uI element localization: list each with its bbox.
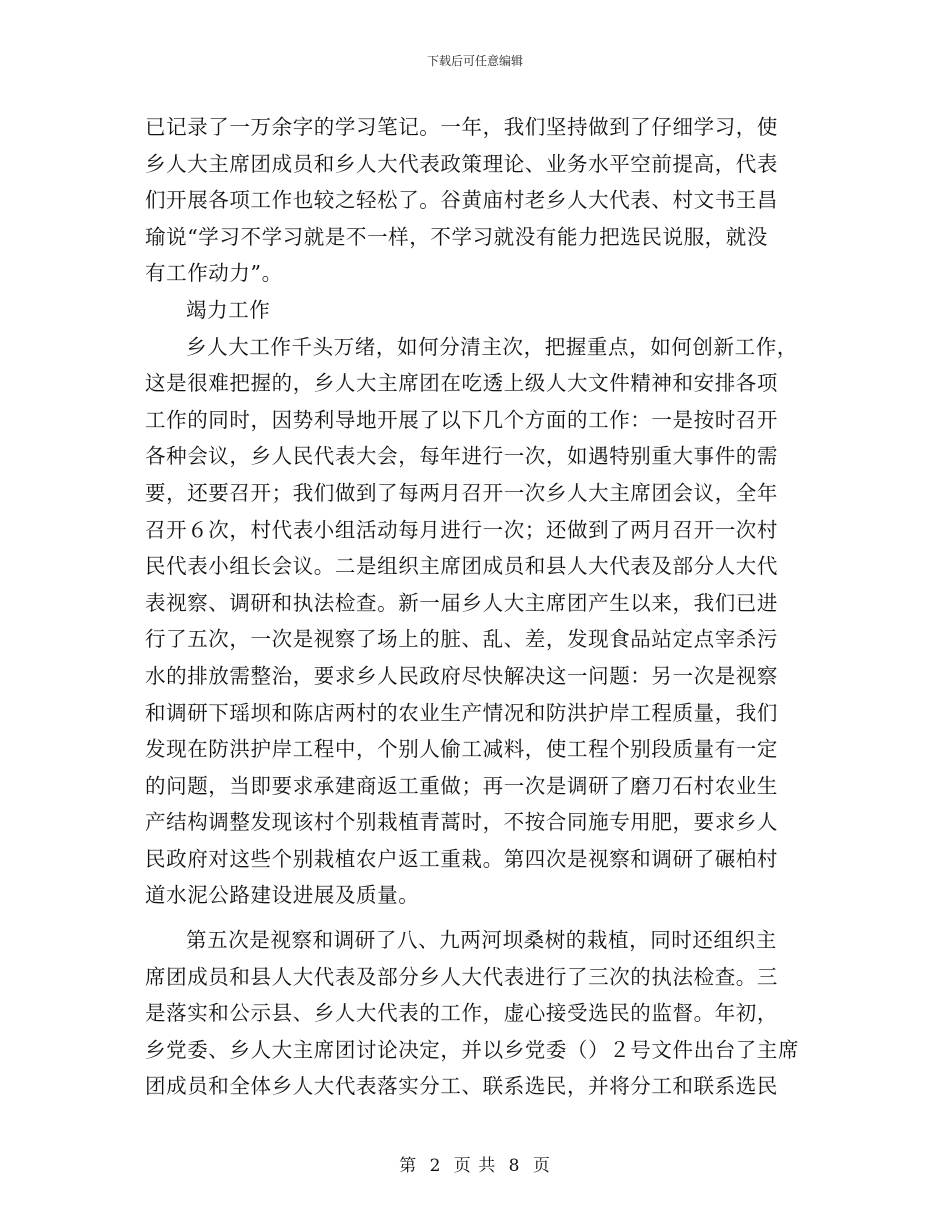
footer-suffix: 页 [532,1156,551,1176]
text-line: 们开展各项工作也较之轻松了。谷黄庙村老乡人大代表、村文书王昌 [145,188,778,213]
text-line: 要，还要召开；我们做到了每两月召开一次乡人大主席团会议，全年 [145,480,778,505]
text-line: 乡人大主席团成员和乡人大代表政策理论、业务水平空前提高，代表 [145,151,778,176]
page-footer [0,1155,950,1177]
text-line: 水的排放需整治，要求乡人民政府尽快解决这一问题：另一次是视察 [145,663,778,688]
total-pages: 8 [508,1156,521,1176]
text-line: 席团成员和县人大代表及部分乡人大代表进行了三次的执法检查。三 [145,964,778,989]
text-line: 瑜说“学习不学习就是不一样，不学习就没有能力把选民说服，就没 [145,224,768,249]
text-line: 这是很难把握的，乡人大主席团在吃透上级人大文件精神和安排各项 [145,371,778,396]
text-line: 已记录了一万余字的学习笔记。一年，我们坚持做到了仔细学习，使 [145,115,778,139]
text-line: 表视察、调研和执法检查。新一届乡人大主席团产生以来，我们已进 [145,590,778,615]
text-line: 的问题，当即要求承建商返工重做；再一次是调研了磨刀石村农业生 [145,773,778,798]
text-line: 第五次是视察和调研了八、九两河坝桑树的栽植，同时还组织主 [186,928,777,953]
page-header: 下载后可任意编辑 [426,54,523,68]
text-line: 发现在防洪护岸工程中，个别人偷工减料，使工程个别段质量有一定 [145,737,778,762]
text-line: 团成员和全体乡人大代表落实分工、联系选民，并将分工和联系选民 [145,1074,778,1099]
text-line: 行了五次，一次是视察了场上的脏、乱、差，发现食品站定点宰杀污 [145,627,778,652]
text-line: 和调研下瑶坝和陈店两村的农业生产情况和防洪护岸工程质量，我们 [145,700,778,725]
text-line: 是落实和公示县、乡人大代表的工作，虚心接受选民的监督。年初， [145,1001,778,1026]
footer-prefix: 第 [399,1156,418,1176]
text-line: 召开６次，村代表小组活动每月进行一次；还做到了两月召开一次村 [145,517,778,542]
text-line: 民政府对这些个别栽植农户返工重栽。第四次是视察和调研了碾柏村 [145,846,778,871]
text-line: 民代表小组长会议。二是组织主席团成员和县人大代表及部分人大代 [145,554,778,579]
text-line: 道水泥公路建设进展及质量。 [145,883,420,908]
text-line: 各种会议，乡人民代表大会，每年进行一次，如遇特别重大事件的需 [145,444,778,469]
text-line: 乡党委、乡人大主席团讨论决定，并以乡党委（）２号文件出台了主席 [145,1037,800,1062]
footer-middle: 页 共 [453,1156,497,1176]
document-body [145,109,805,1105]
text-line: 工作的同时，因势利导地开展了以下几个方面的工作：一是按时召开 [145,407,778,432]
page-number: 2 [429,1156,442,1176]
text-line: 乡人大工作千头万绪，如何分清主次，把握重点，如何创新工作， [186,334,798,359]
section-heading: 竭力工作 [186,297,271,322]
text-line: 产结构调整发现该村个别栽植青蒿时，不按合同施专用肥，要求乡人 [145,810,778,835]
text-line: 有工作动力”。 [145,261,283,286]
